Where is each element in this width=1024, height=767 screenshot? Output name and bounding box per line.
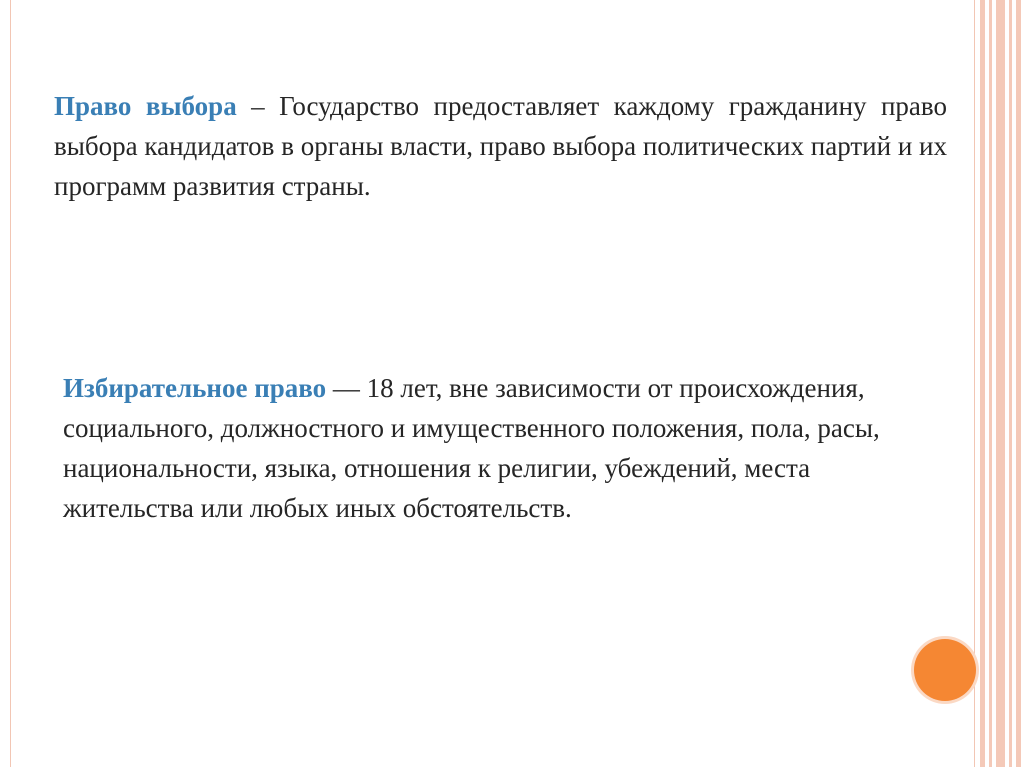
paragraph-voting-right <box>54 86 947 206</box>
orange-circle-icon <box>914 639 976 701</box>
paragraph-voting-right-text: – Государство предоставляет каждому гражданину право выбора кандидатов в органы власти, право выбора политических партий и их программ развития страны. <box>54 91 947 201</box>
paragraph-suffrage <box>63 368 943 528</box>
term-suffrage: Избирательное право <box>63 373 327 403</box>
decorative-stripes <box>978 0 1024 767</box>
paragraph-suffrage-text: — 18 лет, вне зависимости от происхождения, социального, должностного и имущественного положения, пола, расы, национальности, языка, отношения к религии, убеждений, места жительства или любых иных обстоятельств. <box>63 373 880 523</box>
term-voting-right: Право выбора <box>54 91 237 121</box>
